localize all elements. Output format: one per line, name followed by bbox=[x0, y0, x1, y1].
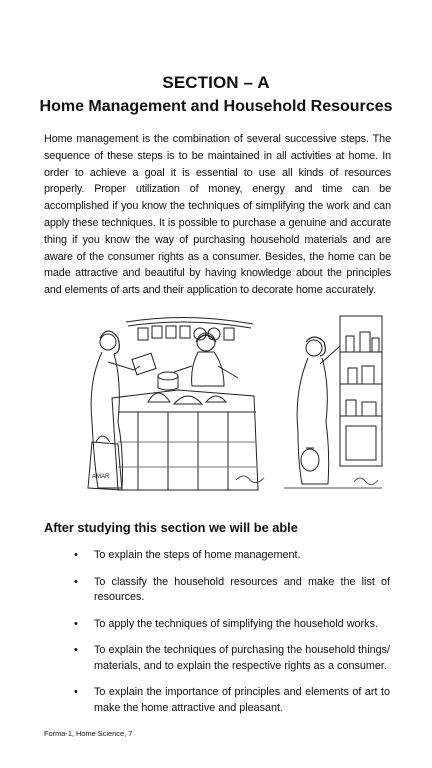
section-title: SECTION – A bbox=[162, 73, 270, 92]
objectives-heading: After studying this section we will be able bbox=[44, 520, 298, 535]
list-item-text: To explain the importance of principles and elements of art to make the home attractive and pleasant. bbox=[94, 686, 390, 714]
list-item-text: To apply the techniques of simplifying the household works. bbox=[94, 617, 378, 630]
list-item bbox=[72, 643, 390, 674]
list-item-text: To explain the steps of home management. bbox=[94, 549, 301, 561]
shop-scene-drawing bbox=[88, 317, 264, 490]
list-item bbox=[72, 617, 390, 633]
bullet-icon: • bbox=[74, 686, 78, 698]
bag-label: AMAR bbox=[92, 474, 110, 480]
objectives-list bbox=[72, 548, 390, 727]
bullet-icon: • bbox=[74, 617, 78, 630]
illustration-shopping-and-kitchen bbox=[78, 312, 390, 498]
section-subtitle: Home Management and Household Resources bbox=[39, 98, 393, 115]
list-item bbox=[72, 548, 390, 564]
list-item bbox=[72, 575, 390, 606]
bullet-icon: • bbox=[74, 644, 78, 656]
intro-paragraph: Home management is the combination of several successive steps. The sequence of these steps is to be maintained in all activities at home. In order to achieve a goal it is essential to use all kinds of resources properly. Proper utilization of money, energy and time can be accomplished if you know the techniques of simplifying the work and can apply these techniques. It is possible to purchase a genuine and accurate thing if you know the way of purchasing household materials and are aware of the consumer rights as a consumer. Besides, the home can be made attractive and beautiful by having knowledge about the principles and elements of arts and their application to decorate home accurately. bbox=[44, 133, 391, 297]
bullet-icon: • bbox=[74, 575, 78, 588]
list-item bbox=[72, 685, 390, 716]
list-item-text: To explain the techniques of purchasing the household things/ materials, and to explain the respective rights as a consumer. bbox=[94, 644, 390, 672]
list-item-text: To classify the household resources and make the list of resources. bbox=[94, 575, 390, 603]
page-footer: Forma-1, Home Science, 7 bbox=[44, 729, 133, 738]
kitchen-scene-drawing bbox=[284, 316, 382, 488]
bullet-icon: • bbox=[74, 549, 78, 561]
